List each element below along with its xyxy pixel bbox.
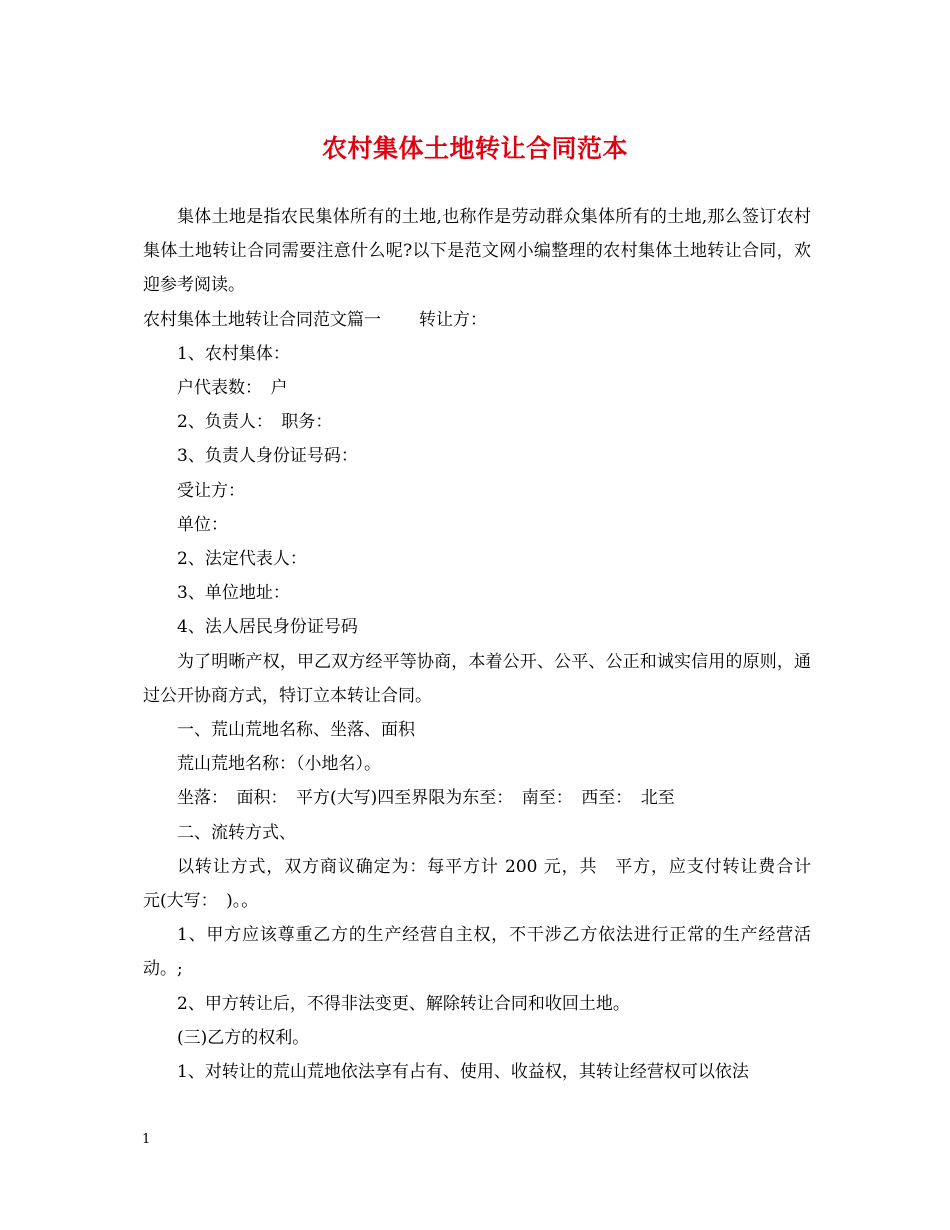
- paragraph-location-area: 坐落： 面积： 平方(大写)四至界限为东至： 南至： 西至： 北至: [177, 788, 675, 809]
- section-heading-line: [143, 303, 811, 337]
- paragraph-party-a-duty-2: 2、甲方转让后，不得非法变更、解除转让合同和收回土地。: [177, 993, 630, 1014]
- paragraph-purpose: 为了明晰产权，甲乙双方经平等协商，本着公开、公平、公正和诚实信用的原则，通过公开协商方式，特订立本转让合同。: [143, 651, 811, 706]
- paragraph-party-b-right-1: 1、对转让的荒山荒地依法享有占有、使用、收益权，其转让经营权可以依法: [177, 1062, 749, 1083]
- paragraph-transfer-fee: 以转让方式，双方商议确定为：每平方计 200 元，共 平方，应支付转让费合计 元(大写： )。。: [143, 856, 828, 912]
- paragraph-rural-collective: 1、农村集体：: [177, 343, 290, 364]
- paragraph-responsible-person: 2、负责人： 职务：: [177, 412, 333, 433]
- section-heading: 农村集体土地转让合同范文篇一: [143, 309, 381, 330]
- paragraph-party-b-rights-heading: (三)乙方的权利。: [177, 1027, 310, 1048]
- paragraph-unit: 单位：: [177, 514, 228, 535]
- paragraph-section-two: 二、流转方式、: [177, 822, 296, 843]
- paragraph-transferee: 受让方：: [177, 480, 245, 501]
- paragraph-household-count: 户代表数： 户: [177, 378, 288, 399]
- paragraph-legal-representative: 2、法定代表人：: [177, 549, 307, 570]
- paragraph-land-name: 荒山荒地名称：（小地名）。: [177, 754, 381, 775]
- paragraph-unit-address: 3、单位地址：: [177, 583, 290, 604]
- document-body: [143, 200, 828, 1089]
- transferor-label: 转让方：: [419, 309, 487, 330]
- page-number: 1: [142, 1132, 151, 1147]
- paragraph-party-a-duty-1: 1、甲方应该尊重乙方的生产经营自主权，不干涉乙方依法进行正常的生产经营活动。;: [143, 925, 811, 980]
- paragraph-section-one: 一、荒山荒地名称、坐落、面积: [177, 720, 415, 741]
- paragraph-legal-person-id: 4、法人居民身份证号码: [177, 617, 358, 638]
- document-title: 农村集体土地转让合同范本: [321, 134, 628, 163]
- intro-paragraph: 集体土地是指农民集体所有的土地,也称作是劳动群众集体所有的土地,那么签订农村集体土地转让合同需要注意什么呢?以下是范文网小编整理的农村集体土地转让合同，欢迎参考阅读。: [143, 207, 811, 296]
- paragraph-responsible-id: 3、负责人身份证号码：: [177, 446, 358, 467]
